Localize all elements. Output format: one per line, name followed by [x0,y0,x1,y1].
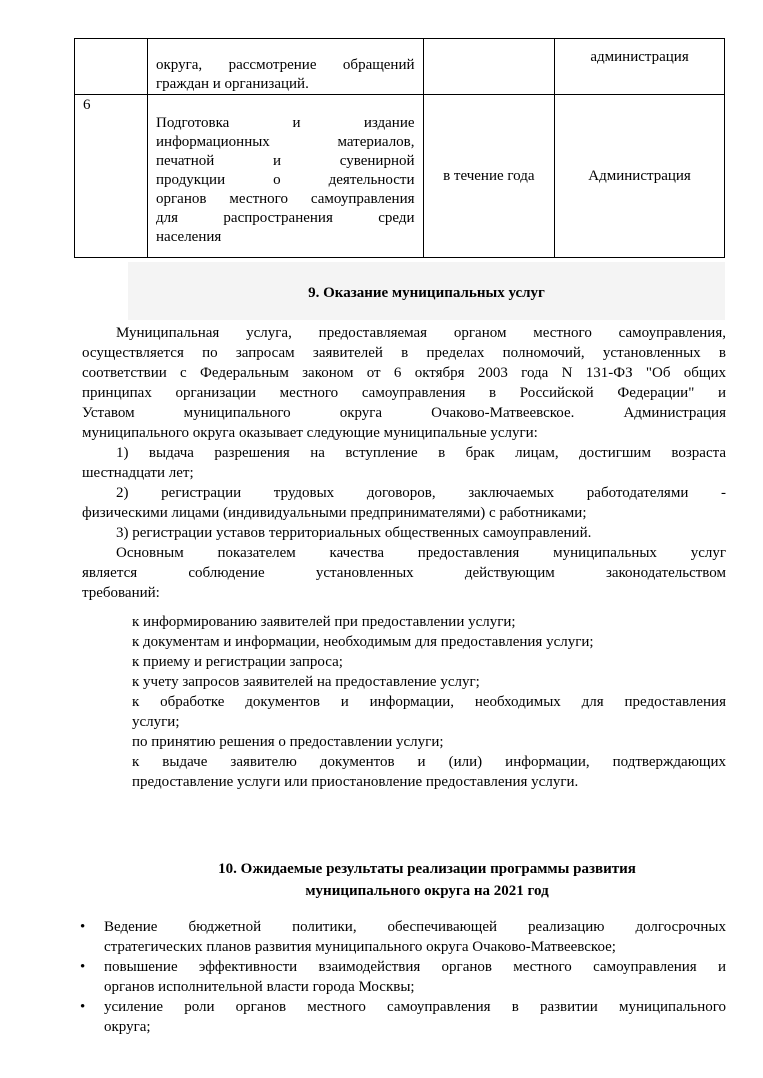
service-item: шестнадцати лет; [82,465,194,481]
quality-line: Основным показателем качества предоставления муниципальных услуг [116,545,726,561]
bullet-line: • Ведение бюджетной политики, обеспечивающей реализацию долгосрочных [104,919,726,935]
row-number-cell: 6 [75,95,148,258]
paragraph-line: осуществляется по запросам заявителей в пределах полномочий, установленных в [82,345,726,361]
term-cell: в течение года [423,95,555,258]
description-cell [148,39,424,95]
quality-line: требований: [82,585,160,601]
requirement-item: к документам и информации, необходимым для предоставления услуги; [132,634,594,650]
service-item: 1) выдача разрешения на вступление в брак лицам, достигшим возраста [116,445,726,461]
paragraph-line: муниципального округа оказывает следующие муниципальные услуги: [82,425,538,441]
description-line: продукции о деятельности [156,172,415,188]
paragraph-line: принципах организации местного самоуправления в Российской Федерации" и [82,385,726,401]
requirement-item: предоставление услуги или приостановление предоставления услуги. [132,774,579,790]
requirement-item: по принятию решения о предоставлении услуги; [132,734,444,750]
bullet-line: • усиление роли органов местного самоуправления в развитии муниципального [104,999,726,1015]
service-item: физическими лицами (индивидуальными предпринимателями) с работниками; [82,505,587,521]
section-10-title-line-2: муниципального округа на 2021 год [305,883,549,899]
responsible-cell: Администрация [555,95,725,258]
requirement-item: к учету запросов заявителей на предоставление услуг; [132,674,480,690]
description-line: для распространения среди [156,210,415,226]
description-line: Подготовка и издание [156,115,415,131]
requirement-item: к приему и регистрации запроса; [132,654,343,670]
paragraph-line: Уставом муниципального округа Очаково-Матвеевское. Администрация [82,405,726,421]
bullet-line: стратегических планов развития муниципального округа Очаково-Матвеевское; [104,939,616,955]
service-item: 2) регистрации трудовых договоров, заключаемых работодателями - [116,485,726,501]
quality-line: является соблюдение установленных действующим законодательством [82,565,726,581]
description-line: информационных материалов, [156,134,415,150]
bullet-line: органов исполнительной власти города Москвы; [104,979,415,995]
description-line: населения [156,229,222,245]
requirements-list [132,612,726,792]
table-row [75,39,725,95]
paragraph-line: Муниципальная услуга, предоставляемая органом местного самоуправления, [116,325,726,341]
section-10-title-line-1: 10. Ожидаемые результаты реализации программы развития [218,861,636,877]
section-9-title: 9. Оказание муниципальных услуг [308,285,545,301]
section-9-intro [82,323,726,603]
table-row [75,95,725,258]
bullet-line: округа; [104,1019,151,1035]
description-line: органов местного самоуправления [156,191,415,207]
activities-table [74,38,725,258]
requirement-item: к обработке документов и информации, необходимых для предоставления [132,694,726,710]
requirement-item: к информированию заявителей при предоставлении услуги; [132,614,516,630]
bullet-item [80,917,726,957]
bullet-item [80,997,726,1037]
bullet-item [80,957,726,997]
description-cell [148,95,424,258]
description-text: округа, рассмотрение обращений граждан и организаций. [156,57,415,92]
service-item: 3) регистрации уставов территориальных общественных самоуправлений. [116,525,592,541]
term-cell [423,39,555,95]
requirement-item: к выдаче заявителю документов и (или) информации, подтверждающих [132,754,726,770]
row-number-cell [75,39,148,95]
responsible-cell: администрация [555,39,725,95]
description-line: печатной и сувенирной [156,153,415,169]
bullet-line: • повышение эффективности взаимодействия органов местного самоуправления и [104,959,726,975]
requirement-item: услуги; [132,714,180,730]
paragraph-line: соответствии с Федеральным законом от 6 октября 2003 года N 131-ФЗ "Об общих [82,365,726,381]
expected-results-list [80,917,726,1037]
